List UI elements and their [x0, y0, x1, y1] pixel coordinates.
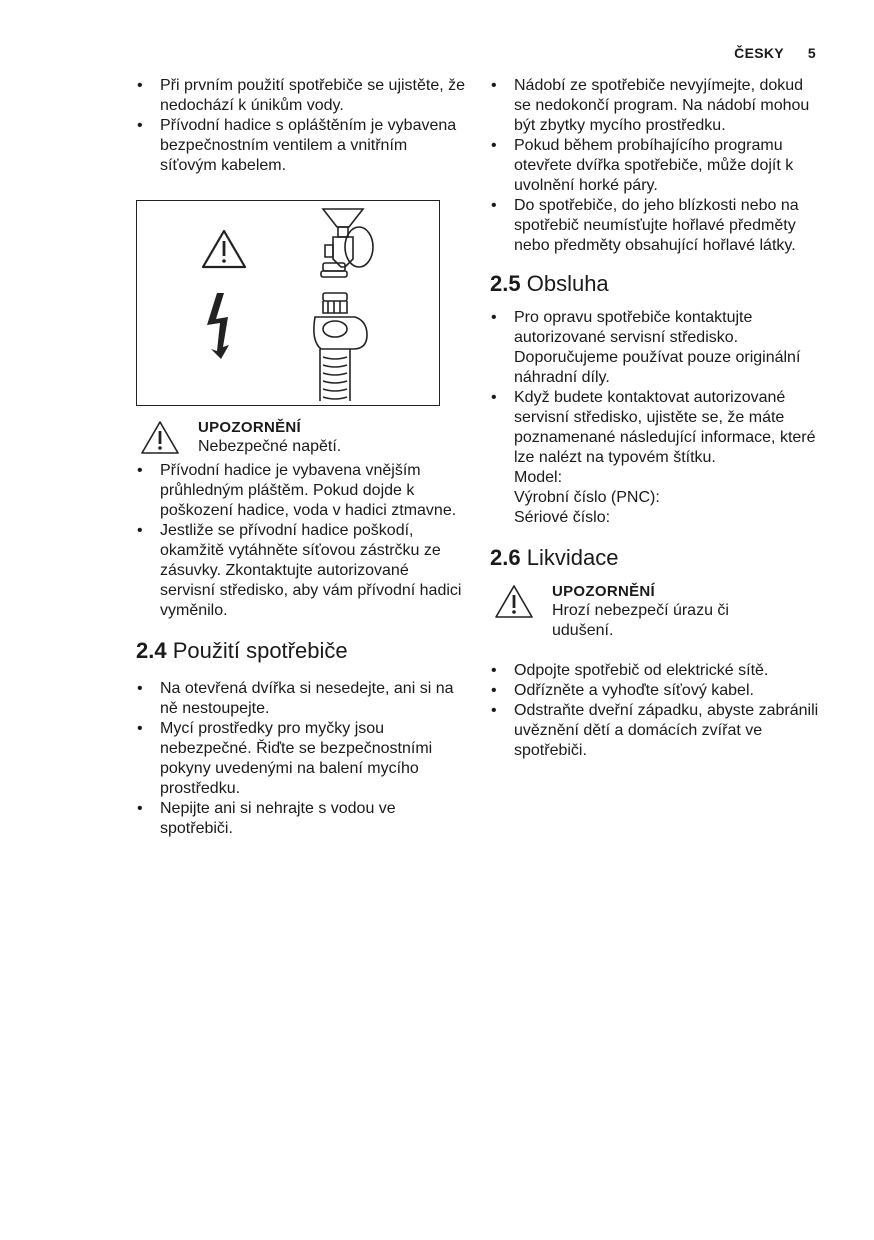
detail-pnc: Výrobní číslo (PNC):: [514, 489, 660, 506]
section-heading-2-5: [490, 270, 820, 298]
warning-title: UPOZORNĚNÍ: [198, 419, 302, 436]
list-item: • Odřízněte a vyhoďte síťový kabel.: [490, 681, 820, 701]
warning-triangle-icon: [140, 420, 180, 456]
list-item: • Přívodní hadice s opláštěním je vybavena bezpečnostním ventilem a vnitřním síťovým kabelem.: [136, 116, 466, 176]
section-number: 2.4: [136, 638, 167, 663]
list-item: • Přívodní hadice je vybavena vnějším průhledným pláštěm. Pokud dojde k poškození hadice, voda v hadici ztmavne.: [136, 461, 466, 521]
page-header: [734, 45, 816, 61]
list-item: • Pokud během probíhajícího programu otevřete dvířka spotřebiče, může dojít k uvolnění horké páry.: [490, 136, 820, 196]
list-item: • Do spotřebiče, do jeho blízkosti nebo na spotřebič neumísťujte hořlavé předměty nebo předměty obsahující hořlavé látky.: [490, 196, 820, 256]
list-item: • Nádobí ze spotřebiče nevyjímejte, dokud se nedokončí program. Na nádobí mohou být zbytky mycího prostředku.: [490, 76, 820, 136]
bullet-list: [136, 679, 466, 839]
bullet-list: [490, 661, 820, 761]
section-heading-2-6: [490, 544, 820, 572]
warning-box: [136, 418, 466, 457]
list-item: [490, 388, 820, 528]
list-item: • Pro opravu spotřebiče kontaktujte autorizované servisní středisko. Doporučujeme používat pouze originální náhradní díly.: [490, 308, 820, 388]
bullet-list: [136, 76, 466, 176]
detail-model: Model:: [514, 469, 563, 486]
bullet-list: [136, 461, 466, 621]
list-item: • Při prvním použití spotřebiče se ujistěte, že nedochází k únikům vody.: [136, 76, 466, 116]
list-item: • Na otevřená dvířka si nesedejte, ani si na ně nestoupejte.: [136, 679, 466, 719]
warning-text: Nebezpečné napětí.: [198, 438, 342, 455]
right-column: [490, 76, 820, 761]
list-item: • Nepijte ani si nehrajte s vodou ve spotřebiči.: [136, 799, 466, 839]
page-number: 5: [807, 45, 816, 61]
warning-title: UPOZORNĚNÍ: [552, 583, 656, 600]
section-number: 2.6: [490, 545, 521, 570]
list-item-text: Když budete kontaktovat autorizované servisní středisko, ujistěte se, že máte poznamenané následující informace, které lze nalézt na typovém štítku.: [514, 389, 816, 466]
list-item: • Odstraňte dveřní západku, abyste zabránili uvěznění dětí a domácích zvířat ve spotřebiči.: [490, 701, 820, 761]
bullet-list: [490, 76, 820, 256]
water-tap-icon: [321, 209, 373, 277]
warning-box: [490, 582, 820, 641]
header-language: ČESKY: [734, 45, 784, 61]
warning-triangle-icon: [494, 584, 534, 620]
bullet-list: [490, 308, 820, 528]
list-item: • Mycí prostředky pro myčky jsou nebezpečné. Řiďte se bezpečnostními pokyny uvedenými na balení mycího prostředku.: [136, 719, 466, 799]
list-item: • Odpojte spotřebič od elektrické sítě.: [490, 661, 820, 681]
section-title: Použití spotřebiče: [172, 638, 348, 663]
section-title: Obsluha: [526, 271, 609, 296]
warning-text: Hrozí nebezpečí úrazu či udušení.: [552, 602, 729, 639]
hose-valve-icon: [314, 293, 367, 401]
left-column: [136, 76, 466, 839]
list-item: • Jestliže se přívodní hadice poškodí, okamžitě vytáhněte síťovou zástrčku ze zásuvky. Zkontaktujte autorizované servisní středisko, aby vám přívodní hadici vyměnilo.: [136, 521, 466, 621]
section-number: 2.5: [490, 271, 521, 296]
hose-illustration: [136, 200, 440, 406]
warning-triangle-icon: [203, 231, 245, 267]
hose-illustration-graphic: [137, 201, 441, 407]
section-title: Likvidace: [526, 545, 619, 570]
lightning-bolt-icon: [207, 293, 229, 359]
section-heading-2-4: [136, 637, 466, 665]
detail-serial: Sériové číslo:: [514, 509, 611, 526]
